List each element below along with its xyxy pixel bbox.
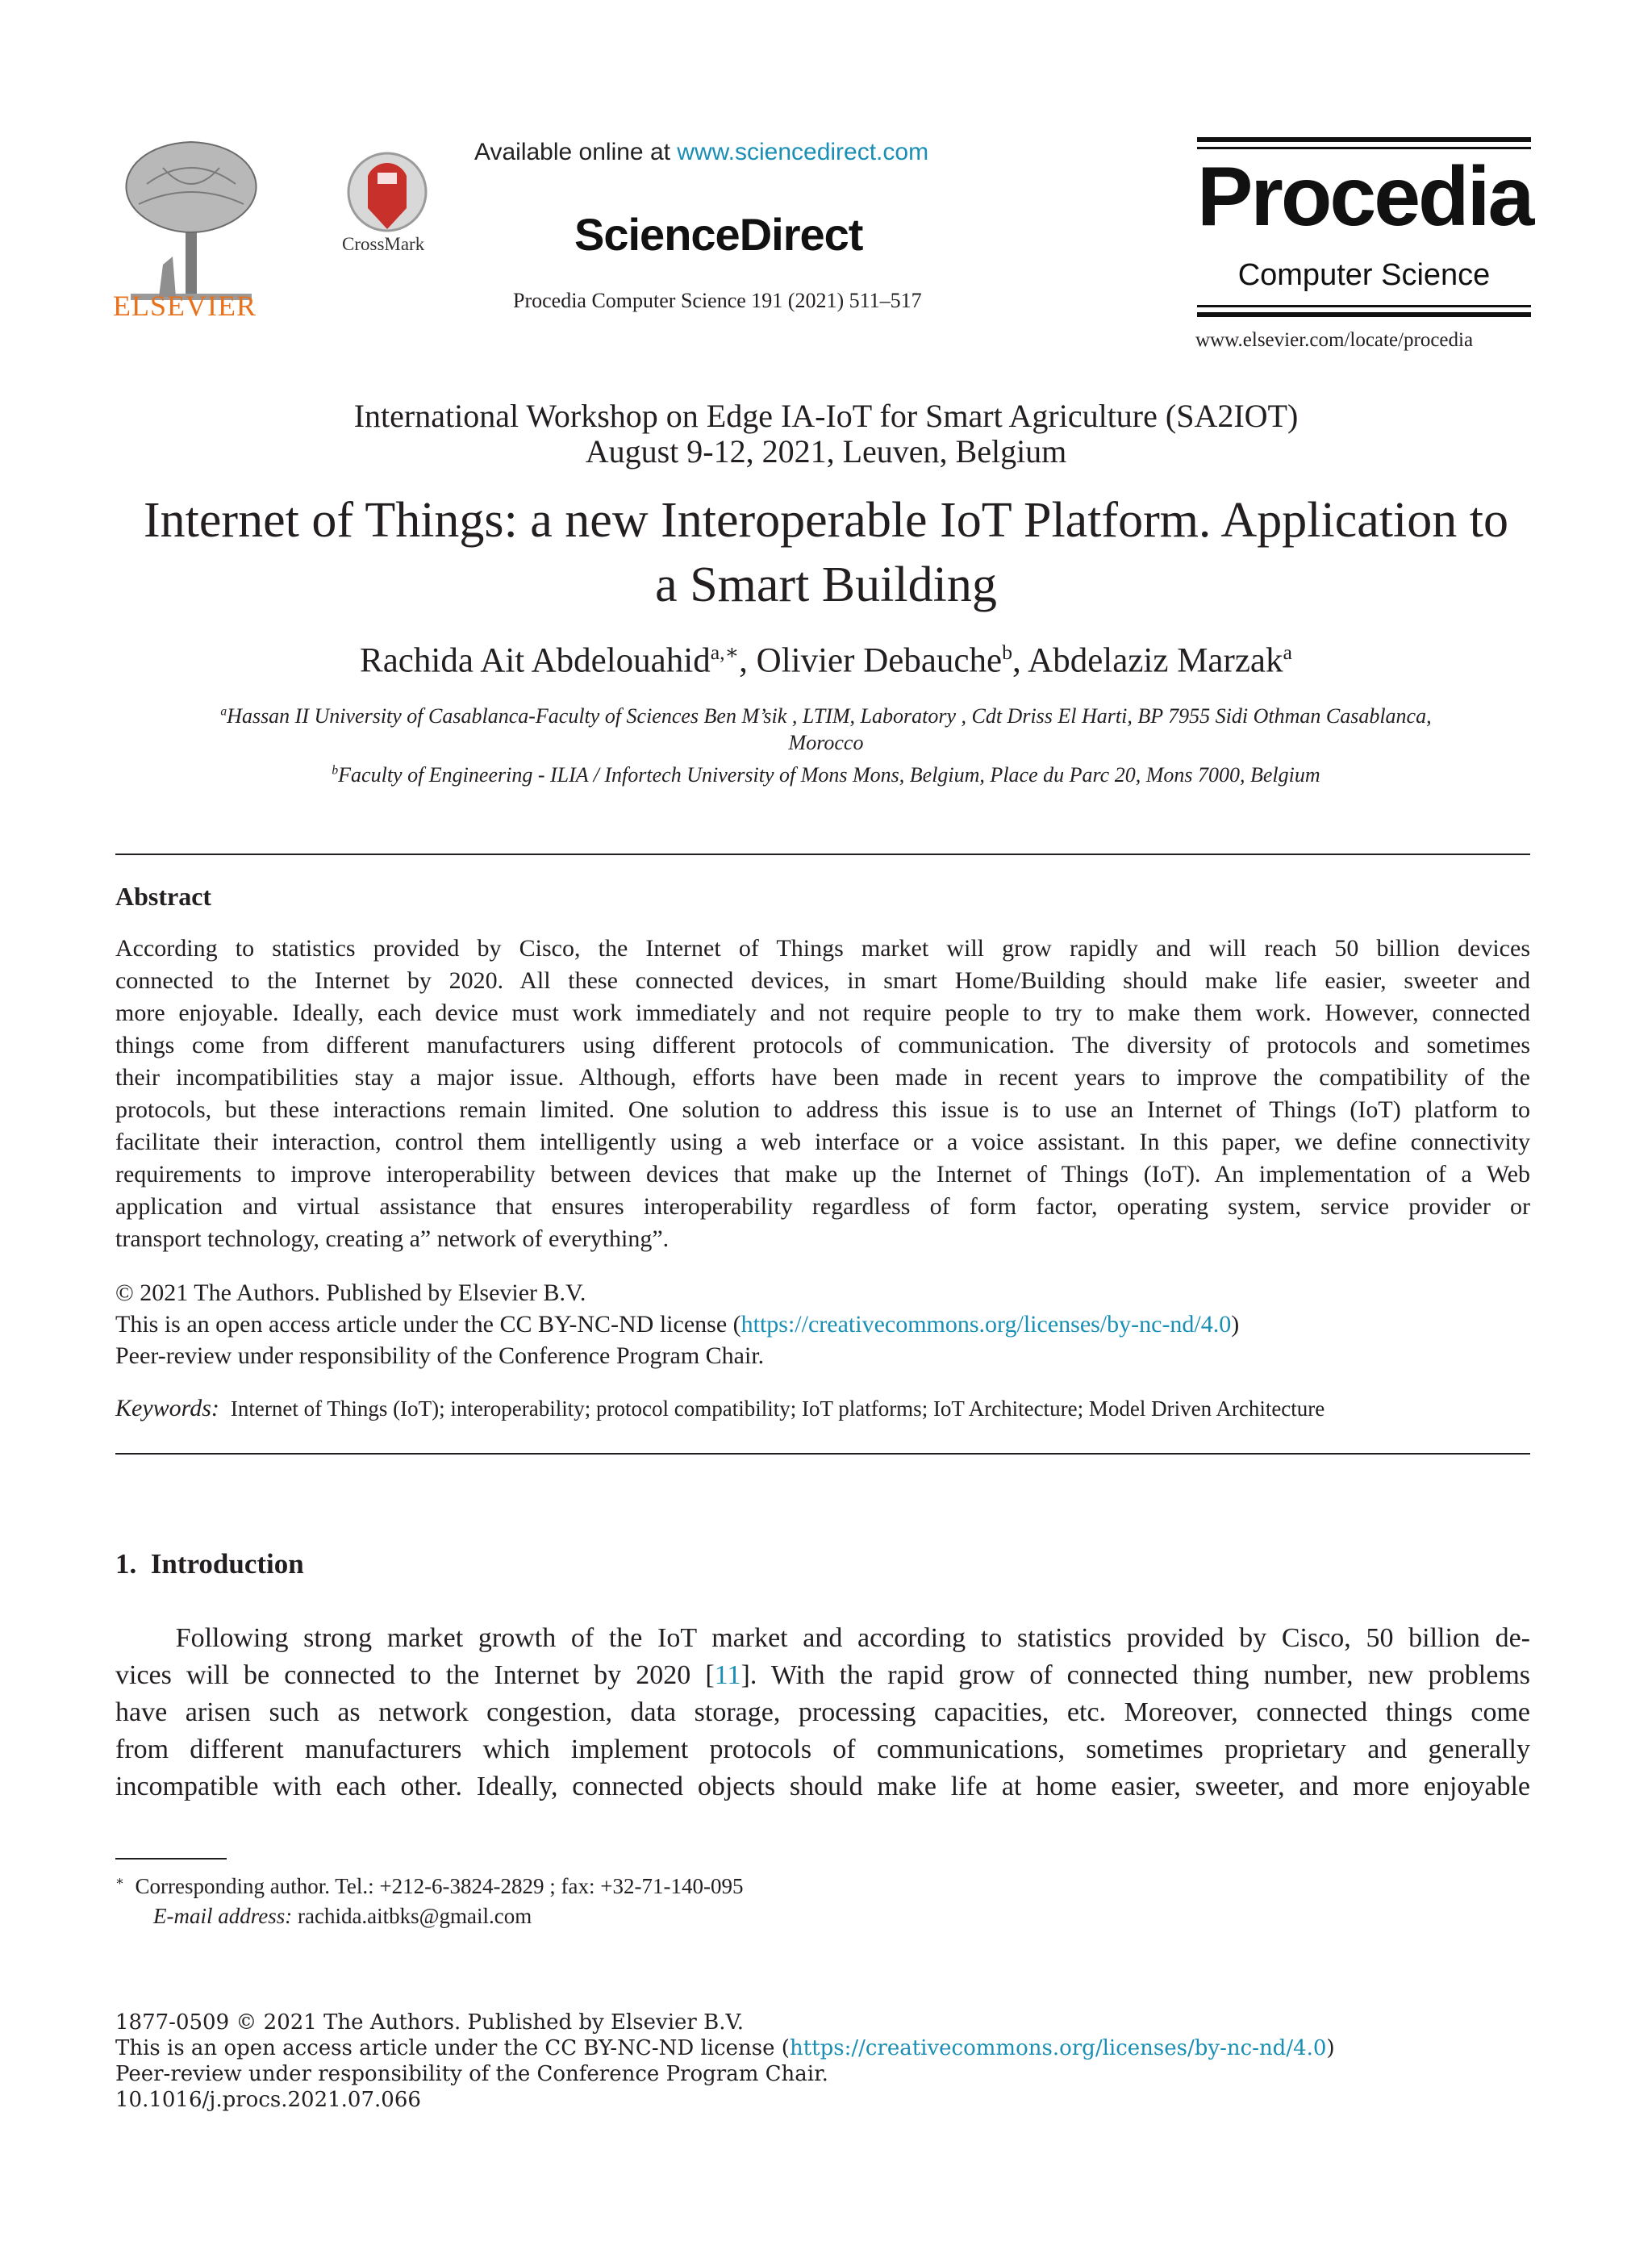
workshop-name: International Workshop on Edge IA-IoT for Smart Agriculture (SA2IOT) xyxy=(353,398,1299,434)
footnote-marker: ∗ xyxy=(115,1874,125,1889)
procedia-top-thin-bar xyxy=(1197,147,1531,149)
affiliation-a-text: Hassan II University of Casablanca-Faculty of Sciences Ben M’sik , LTIM, Laboratory , Cdt Driss El Harti, BP 7955 Sidi Othman Casablanca, xyxy=(227,704,1432,728)
author-affiliation-mark: b xyxy=(1002,641,1013,664)
publication-info xyxy=(115,2010,1335,2113)
procedia-bottom-bar xyxy=(1197,312,1531,317)
paper-title-line2: a Smart Building xyxy=(655,557,997,612)
keywords-label: Keywords: xyxy=(115,1395,219,1421)
copyright-block xyxy=(115,1277,1239,1371)
bottom-license-suffix: ) xyxy=(1326,2036,1335,2060)
crossmark-label: CrossMark xyxy=(342,234,425,254)
abstract-line: more enjoyable. Ideally, each device must work immediately and not require people to try to make them work. However, connected xyxy=(115,1000,1530,1026)
section-heading-introduction: 1. Introduction xyxy=(115,1548,304,1580)
footnote-corresponding xyxy=(115,1873,743,1899)
bottom-license-link[interactable]: https://creativecommons.org/licenses/by-nc-nd/4.0 xyxy=(789,2036,1327,2060)
sciencedirect-logo: ScienceDirect xyxy=(574,209,863,260)
abstract-top-rule xyxy=(115,854,1530,855)
license-prefix: This is an open access article under the CC BY-NC-ND license ( xyxy=(115,1311,741,1338)
affiliation-a-mark: a xyxy=(220,704,227,719)
bottom-license-prefix: This is an open access article under the CC BY-NC-ND license ( xyxy=(115,2036,790,2060)
abstract-line: their incompatibilities stay a major issue. Although, efforts have been made in recent years to improve the compatibility of the xyxy=(115,1064,1530,1091)
elsevier-wordmark: ELSEVIER xyxy=(113,290,257,322)
affiliation-a xyxy=(0,704,1652,728)
author-affiliation-mark: a,∗ xyxy=(710,641,740,664)
intro-line: Following strong market growth of the IoT market and according to statistics provided by Cisco, 50 billion de- xyxy=(115,1623,1530,1653)
abstract-line: facilitate their interaction, control them intelligently using a web interface or a voice assistant. In this paper, we define connectivity xyxy=(115,1129,1530,1155)
footnote-email xyxy=(153,1904,532,1929)
affiliation-b-mark: b xyxy=(332,763,339,778)
abstract-line: transport technology, creating a” network of everything”. xyxy=(115,1225,670,1252)
copyright-line: © 2021 The Authors. Published by Elsevier B.V. xyxy=(115,1279,586,1306)
affiliation-b-text: Faculty of Engineering - ILIA / Infortech University of Mons Mons, Belgium, Place du Parc 20, Mons 7000, Belgium xyxy=(338,763,1320,787)
paper-title-line1: Internet of Things: a new Interoperable IoT Platform. Application to xyxy=(144,493,1508,548)
intro-line: have arisen such as network congestion, data storage, processing capacities, etc. Moreover, connected things come xyxy=(115,1697,1530,1727)
available-prefix: Available online at xyxy=(474,139,678,165)
citation-link[interactable]: 11 xyxy=(714,1660,741,1690)
computer-science-wordmark: Computer Science xyxy=(1237,258,1491,292)
procedia-url[interactable]: www.elsevier.com/locate/procedia xyxy=(1195,329,1474,351)
affiliation-a-country: Morocco xyxy=(788,731,864,754)
abstract-body xyxy=(115,933,1530,1255)
peer-review-line: Peer-review under responsibility of the Conference Program Chair. xyxy=(115,1342,765,1369)
license-suffix: ) xyxy=(1231,1311,1240,1338)
abstract-heading: Abstract xyxy=(115,882,212,911)
author-list: Rachida Ait Abdelouahid$^{a,∗}$, Olivier Debauche$^b$, Abdelaziz Marzak$^a$ xyxy=(360,641,1292,680)
bottom-license-line xyxy=(115,2035,1335,2061)
author-name: Rachida Ait Abdelouahid xyxy=(360,641,711,680)
procedia-top-bar xyxy=(1197,137,1531,142)
keywords-list: Internet of Things (IoT); interoperability; protocol compatibility; IoT platforms; IoT Architecture; Model Driven Architecture xyxy=(230,1396,1325,1421)
abstract-bottom-rule xyxy=(115,1453,1530,1455)
abstract-line: protocols, but these interactions remain limited. One solution to address this issue is to use an Internet of Things (IoT) platform to xyxy=(115,1096,1530,1123)
procedia-wordmark: Procedia xyxy=(1197,150,1533,244)
footnote-rule xyxy=(115,1858,227,1860)
abstract-line: requirements to improve interoperability between devices that make up the Internet of Things (IoT). An implementation of a Web xyxy=(115,1161,1530,1188)
abstract-line: things come from different manufacturers using different protocols of communication. The diversity of protocols and sometimes xyxy=(115,1032,1530,1058)
procedia-logo xyxy=(1197,137,1531,319)
doi-line[interactable]: 10.1016/j.procs.2021.07.066 xyxy=(115,2088,421,2112)
email-address[interactable]: rachida.aitbks@gmail.com xyxy=(297,1904,532,1928)
intro-line xyxy=(115,1657,1530,1694)
footnote-corresponding-text: Corresponding author. Tel.: +212-6-3824-2829 ; fax: +32-71-140-095 xyxy=(135,1874,744,1898)
intro-line2-end: ]. With the rapid grow of connected thing number, new problems xyxy=(740,1660,1530,1690)
author-affiliation-mark: a xyxy=(1283,641,1292,664)
abstract-line: application and virtual assistance that ensures interoperability regardless of form factor, operating system, service provider or xyxy=(115,1193,1530,1220)
author-name: Olivier Debauche xyxy=(756,641,1003,680)
affiliation-b xyxy=(0,763,1652,787)
abstract-line: connected to the Internet by 2020. All these connected devices, in smart Home/Building should make life easier, sweeter and xyxy=(115,967,1530,994)
intro-line: from different manufacturers which implement protocols of communications, sometimes proprietary and generally xyxy=(115,1734,1530,1764)
workshop-date: August 9-12, 2021, Leuven, Belgium xyxy=(585,433,1067,470)
procedia-bottom-thin-bar xyxy=(1197,305,1531,307)
email-label: E-mail address: xyxy=(153,1904,293,1928)
intro-line2-start: vices will be connected to the Internet by 2020 [ xyxy=(115,1660,715,1690)
issn-line: 1877-0509 © 2021 The Authors. Published by Elsevier B.V. xyxy=(115,2010,744,2035)
introduction-body xyxy=(115,1620,1530,1805)
journal-reference: Procedia Computer Science 191 (2021) 511–517 xyxy=(513,289,922,312)
intro-line: incompatible with each other. Ideally, connected objects should make life at home easier, sweeter, and more enjoyable xyxy=(115,1772,1530,1801)
available-online xyxy=(474,139,928,166)
license-link[interactable]: https://creativecommons.org/licenses/by-nc-nd/4.0 xyxy=(740,1311,1232,1338)
bottom-peer-review-line: Peer-review under responsibility of the Conference Program Chair. xyxy=(115,2062,828,2086)
sciencedirect-link[interactable]: www.sciencedirect.com xyxy=(677,139,929,165)
author-name: Abdelaziz Marzak xyxy=(1028,641,1283,680)
keywords xyxy=(115,1395,1325,1422)
license-line xyxy=(115,1309,1239,1340)
abstract-line: According to statistics provided by Cisco, the Internet of Things market will grow rapidly and will reach 50 billion devices xyxy=(115,935,1530,962)
